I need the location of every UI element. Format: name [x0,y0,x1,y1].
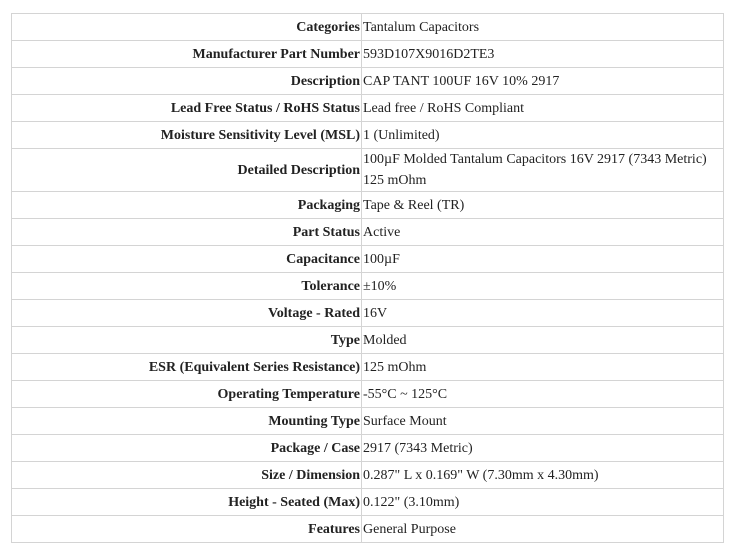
spec-value: 100µF [362,246,724,273]
spec-label: Package / Case [12,435,362,462]
spec-value: Surface Mount [362,408,724,435]
spec-value: Active [362,219,724,246]
spec-row-size-dimension [12,462,724,489]
spec-value: Lead free / RoHS Compliant [362,95,724,122]
spec-label: ESR (Equivalent Series Resistance) [12,354,362,381]
spec-label: Operating Temperature [12,381,362,408]
spec-row-manufacturer-part-number [12,41,724,68]
spec-row-esr [12,354,724,381]
spec-row-msl [12,122,724,149]
spec-label: Part Status [12,219,362,246]
spec-value: -55°C ~ 125°C [362,381,724,408]
spec-value: 125 mOhm [362,354,724,381]
spec-row-voltage-rated [12,300,724,327]
spec-row-type [12,327,724,354]
spec-row-part-status [12,219,724,246]
spec-label: Packaging [12,192,362,219]
spec-label: Voltage - Rated [12,300,362,327]
spec-row-capacitance [12,246,724,273]
spec-label: Features [12,516,362,543]
spec-value: 0.287" L x 0.169" W (7.30mm x 4.30mm) [362,462,724,489]
spec-row-mounting-type [12,408,724,435]
spec-value: 2917 (7343 Metric) [362,435,724,462]
spec-value: Tape & Reel (TR) [362,192,724,219]
spec-value: General Purpose [362,516,724,543]
spec-row-tolerance [12,273,724,300]
spec-label: Capacitance [12,246,362,273]
spec-label: Categories [12,14,362,41]
spec-row-height-seated [12,489,724,516]
spec-row-packaging [12,192,724,219]
spec-label: Moisture Sensitivity Level (MSL) [12,122,362,149]
spec-label: Description [12,68,362,95]
spec-value: CAP TANT 100UF 16V 10% 2917 [362,68,724,95]
spec-row-detailed-description [12,149,724,192]
spec-value: 100µF Molded Tantalum Capacitors 16V 2917 (7343 Metric) 125 mOhm [362,149,724,192]
spec-row-rohs-status [12,95,724,122]
spec-label: Lead Free Status / RoHS Status [12,95,362,122]
spec-label: Type [12,327,362,354]
spec-row-categories [12,14,724,41]
spec-row-operating-temperature [12,381,724,408]
spec-value: Molded [362,327,724,354]
spec-label: Size / Dimension [12,462,362,489]
spec-value: ±10% [362,273,724,300]
spec-value: 593D107X9016D2TE3 [362,41,724,68]
spec-label: Tolerance [12,273,362,300]
spec-value: 0.122" (3.10mm) [362,489,724,516]
spec-row-package-case [12,435,724,462]
spec-label: Detailed Description [12,149,362,192]
spec-value: Tantalum Capacitors [362,14,724,41]
spec-row-description [12,68,724,95]
spec-value: 16V [362,300,724,327]
product-spec-table [11,13,724,543]
spec-value: 1 (Unlimited) [362,122,724,149]
spec-label: Height - Seated (Max) [12,489,362,516]
spec-label: Mounting Type [12,408,362,435]
spec-label: Manufacturer Part Number [12,41,362,68]
spec-row-features [12,516,724,543]
